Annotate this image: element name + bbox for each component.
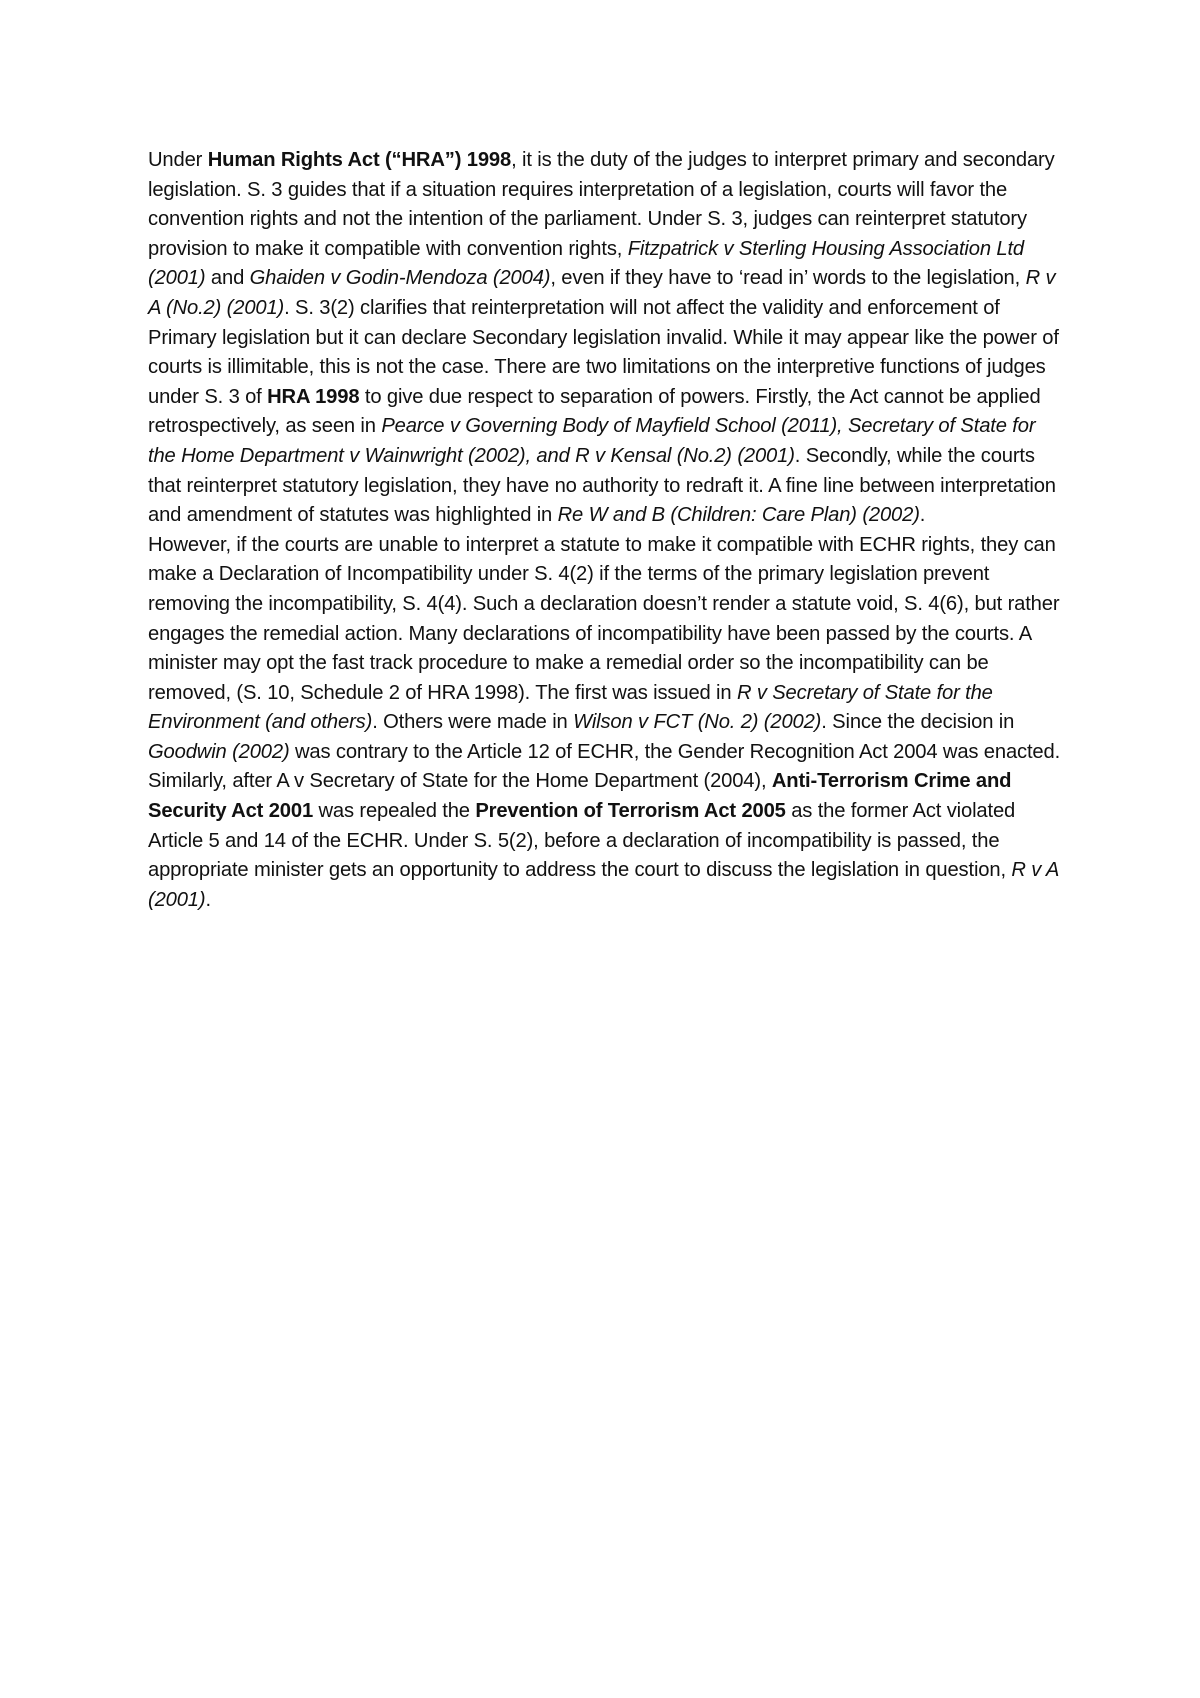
case-citation-fitzpatrick: Fitzpatrick v Sterling Housing Association Ltd (2001) (148, 237, 1024, 290)
text-run: . (205, 888, 211, 911)
text-run: Under (148, 149, 208, 171)
case-citation-secretary-environment: R v Secretary of State for the Environment (and others) (148, 681, 993, 734)
case-citation-ghaiden: Ghaiden v Godin-Mendoza (2004) (249, 267, 551, 290)
text-run: However, if the courts are unable to interpret a statute to make it compatible with ECHR rights, they can make a Declaration of Incompatibility under S. 4(2) if the terms of the primary legislation prevent removing the incompatibility, S. 4(4). Such a declaration doesn’t render a statute void, S. 4(6), but rather engages the remedial action. Many declarations of incompatibility have been passed by the courts. A minister may opt the fast track procedure to make a remedial order so the incompatibility can be removed, (S. 10, Schedule 2 of HRA 1998). The first was issued in (148, 533, 1060, 704)
text-run: , even if they have to ‘read in’ words to the legislation, (550, 267, 1026, 290)
bold-run-anti-terrorism-act: Anti-Terrorism Crime and Security Act 2001 (148, 770, 1012, 823)
case-citation-re-w-and-b: Re W and B (Children: Care Plan) (2002) (557, 504, 920, 527)
text-run: . Since the decision in (821, 711, 1015, 734)
case-citation-r-v-a-2001: R v A (2001) (148, 859, 1059, 911)
text-run: . S. 3(2) clarifies that reinterpretation will not affect the validity and enforcement of Primary legislation but it can declare Secondary legislation invalid. While it may appear like the power of courts is illimitable, this is not the case. There are two limitations on the interpretive functions of judges under S. 3 of (148, 296, 1059, 408)
text-run: was contrary to the Article 12 of ECHR, the Gender Recognition Act 2004 was enacted. Similarly, after A v Secretary of State for the Home Department (2004), (148, 740, 1061, 793)
text-run: was repealed the (313, 800, 476, 823)
text-run: as the former Act violated Article 5 and 14 of the ECHR. Under S. 5(2), before a declaration of incompatibility is passed, the appropriate minister gets an opportunity to address the court to discuss the legislation in question, (148, 800, 1016, 882)
bold-run-prevention-of-terrorism-act: Prevention of Terrorism Act 2005 (475, 800, 786, 823)
body-text (148, 146, 1068, 915)
case-citations-retrospective: Pearce v Governing Body of Mayfield School (2011), Secretary of State for the Home Department v Wainwright (2002), and R v Kensal (No.2) (2001) (148, 415, 1036, 467)
paragraph-hra-interpretation (148, 146, 1068, 531)
text-run: . (919, 504, 926, 527)
text-run: , it is the duty of the judges to interpret primary and secondary legislation. S. 3 guides that if a situation requires interpretation of a legislation, courts will favor the convention rights and not the intention of the parliament. Under S. 3, judges can reinterpret statutory provision to make it compatible with convention rights, (148, 149, 1055, 260)
case-citation-wilson: Wilson v FCT (No. 2) (2002) (573, 711, 822, 734)
bold-run-hra-1998: HRA 1998 (267, 385, 360, 408)
case-citation-goodwin: Goodwin (2002) (148, 740, 290, 763)
paragraph-declaration-of-incompatibility (148, 531, 1068, 916)
text-run: . Secondly, while the courts that reinterpret statutory legislation, they have no authority to redraft it. A fine line between interpretation and amendment of statutes was highlighted in (148, 444, 1056, 527)
text-run: . Others were made in (372, 711, 574, 734)
text-run: to give due respect to separation of powers. Firstly, the Act cannot be applied retrospectively, as seen in (148, 385, 1041, 438)
case-citation-r-v-a-no2: R v A (No.2) (2001) (148, 267, 1056, 319)
text-run: and (205, 267, 250, 290)
bold-run-human-rights-act: Human Rights Act (“HRA”) 1998 (207, 149, 512, 171)
